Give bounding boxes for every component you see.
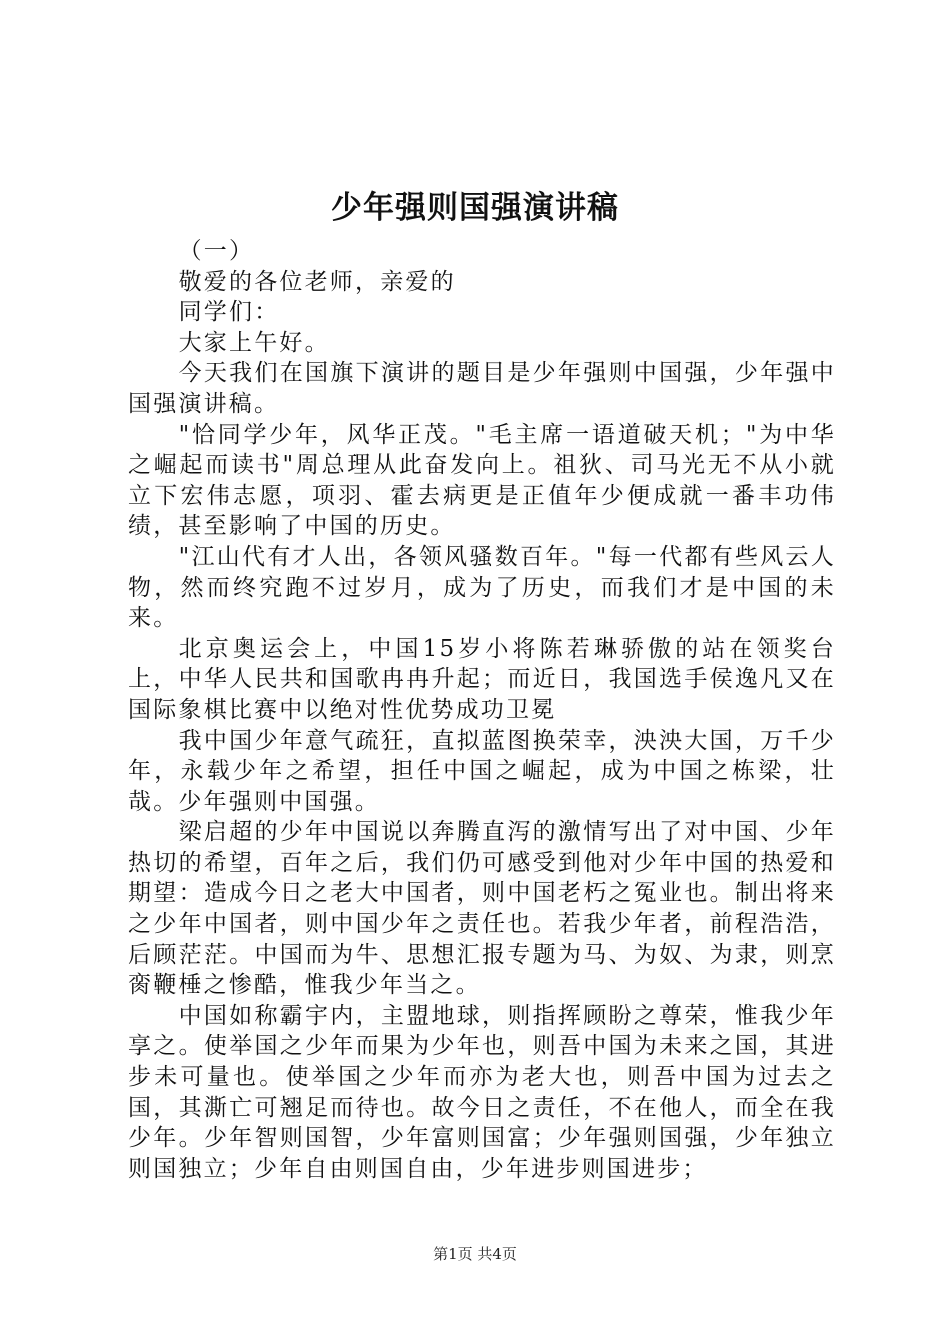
page-number-footer: 第1页 共4页 [433,1245,517,1263]
paragraph-youth-responsibility: 中国如称霸宇内，主盟地球，则指挥顾盼之尊荣，惟我少年享之。使举国之少年而果为少年也，则吾中国为未来之国，其进步未可量也。使举国之少年而亦为老大也，则吾中国为过去之国，其澌亡可翘足而待也。故今日之责任，不在他人，而全在我少年。少年智则国智，少年富则国富；少年强则国强，少年独立则国独立；少年自由则国自由，少年进步则国进步； [128,1002,836,1182]
paragraph-chinese-youth: 我中国少年意气疏狂，直拟蓝图换荣幸，泱泱大国，万千少年，永载少年之希望，担任中国之崛起，成为中国之栋梁，壮哉。少年强则中国强。 [128,727,836,815]
paragraph-topic: 今天我们在国旗下演讲的题目是少年强则中国强，少年强中国强演讲稿。 [128,360,836,417]
document-title: 少年强则国强演讲稿 [331,190,619,226]
paragraph-good-morning: 大家上午好。 [178,329,330,356]
paragraph-chairman-quote: "恰同学少年，风华正茂。"毛主席一语道破天机；"为中华之崛起而读书"周总理从此奋发向上。祖狄、司马光无不从小就立下宏伟志愿，项羽、霍去病更是正值年少便成就一番丰功伟绩，甚至影响了中国的历史。 [128,421,836,540]
paragraph-section-number: （一） [178,238,255,264]
document-body [128,236,836,1184]
paragraph-greeting-students: 同学们： [178,299,280,326]
paragraph-greeting-teachers: 敬爱的各位老师，亲爱的 [178,268,456,295]
paragraph-liang-qichao: 梁启超的少年中国说以奔腾直泻的激情写出了对中国、少年热切的希望，百年之后，我们仍可感受到他对少年中国的热爱和期望：造成今日之老大中国者，则中国老朽之冤业也。制出将来之少年中国者，则中国少年之责任也。若我少年者，前程浩浩，后顾茫茫。中国而为牛、思想汇报专题为马、为奴、为隶，则烹脔鞭棰之惨酷，惟我少年当之。 [128,819,836,999]
paragraph-jiangshan-quote: "江山代有才人出，各领风骚数百年。"每一代都有些风云人物，然而终究跑不过岁月，成为了历史，而我们才是中国的未来。 [128,543,836,632]
paragraph-olympics: 北京奥运会上，中国15岁小将陈若琳骄傲的站在领奖台上，中华人民共和国歌冉冉升起；而近日，我国选手侯逸凡又在国际象棋比赛中以绝对性优势成功卫冕 [128,635,836,723]
